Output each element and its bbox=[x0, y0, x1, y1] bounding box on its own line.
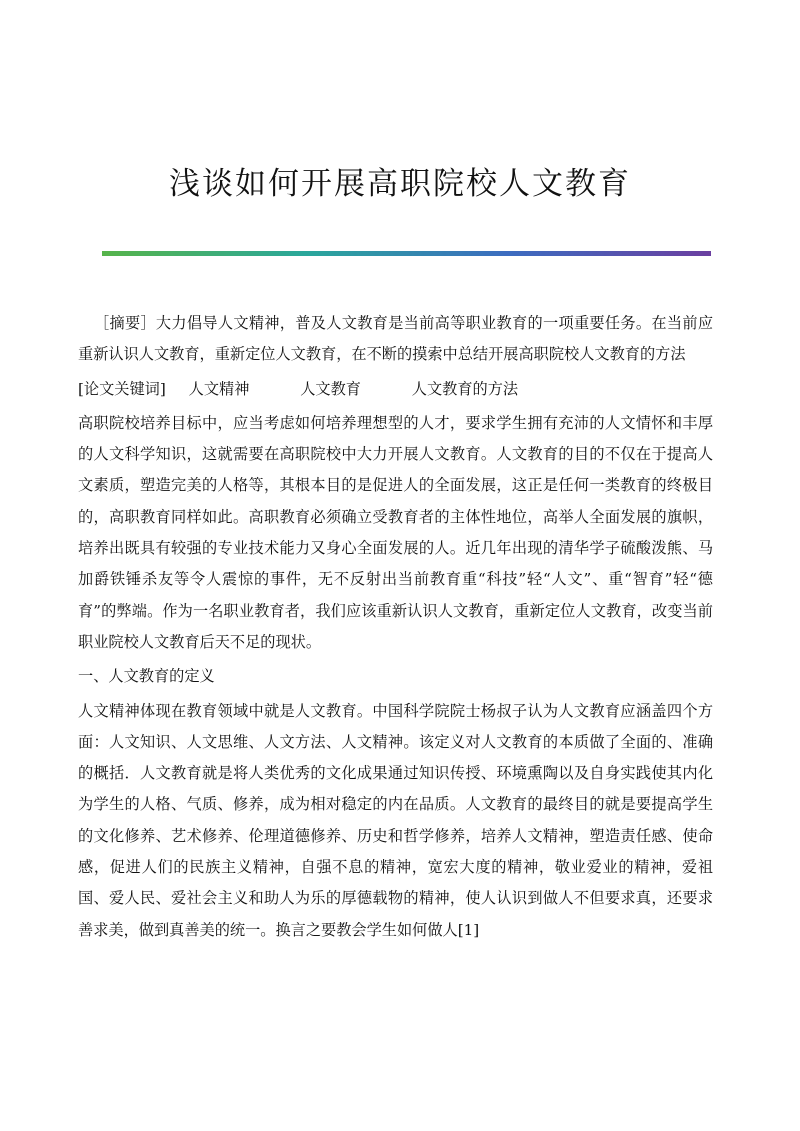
abstract: ［摘要］大力倡导人文精神，普及人文教育是当前高等职业教育的一项重要任务。在当前应重新认识人文教育，重新定位人文教育，在不断的摸索中总结开展高职院校人文教育的方法 bbox=[78, 314, 713, 364]
intro-paragraph: 高职院校培养目标中，应当考虑如何培养理想型的人才，要求学生拥有充沛的人文情怀和丰厚的人文科学知识，这就需要在高职院校中大力开展人文教育。人文教育的目的不仅在于提高人文素质，塑造完美的人格等，其根本目的是促进人的全面发展，这正是任何一类教育的终极目的，高职教育同样如此。高职教育必须确立受教育者的主体性地位，高举人全面发展的旗帜，培养出既具有较强的专业技术能力又身心全面发展的人。近几年出现的清华学子硫酸泼熊、马加爵铁锤杀友等令人震惊的事件，无不反射出当前教育重“科技”轻“人文”、重“智育”轻“德育”的弊端。作为一名职业教育者，我们应该重新认识人文教育，重新定位人文教育，改变当前职业院校人文教育后天不足的现状。 bbox=[78, 413, 713, 651]
document-title: 浅谈如何开展高职院校人文教育 bbox=[169, 166, 631, 202]
title-divider bbox=[102, 251, 711, 256]
keywords bbox=[78, 374, 713, 405]
keywords-label: [论文关键词] bbox=[78, 379, 166, 398]
keyword-2: 人文教育 bbox=[300, 379, 361, 398]
keyword-3: 人文教育的方法 bbox=[411, 379, 519, 398]
section-paragraph: 人文精神体现在教育领域中就是人文教育。中国科学院院士杨叔子认为人文教育应涵盖四个方面：人文知识、人文思维、人文方法、人文精神。该定义对人文教育的本质做了全面的、准确的概括．人文教育就是将人类优秀的文化成果通过知识传授、环境熏陶以及自身实践使其内化为学生的人格、气质、修养，成为相对稳定的内在品质。人文教育的最终目的就是要提高学生的文化修养、艺术修养、伦理道德修养、历史和哲学修养，培养人文精神，塑造责任感、使命感，促进人们的民族主义精神，自强不息的精神，宽宏大度的精神，敬业爱业的精神，爱祖国、爱人民、爱社会主义和助人为乐的厚德载物的精神，使人认识到做人不但要求真，还要求善求美，做到真善美的统一。换言之要教会学生如何做人[1] bbox=[78, 701, 713, 939]
keyword-1: 人文精神 bbox=[188, 379, 250, 398]
section-heading: 一、人文教育的定义 bbox=[78, 667, 215, 686]
document-body bbox=[78, 308, 713, 946]
